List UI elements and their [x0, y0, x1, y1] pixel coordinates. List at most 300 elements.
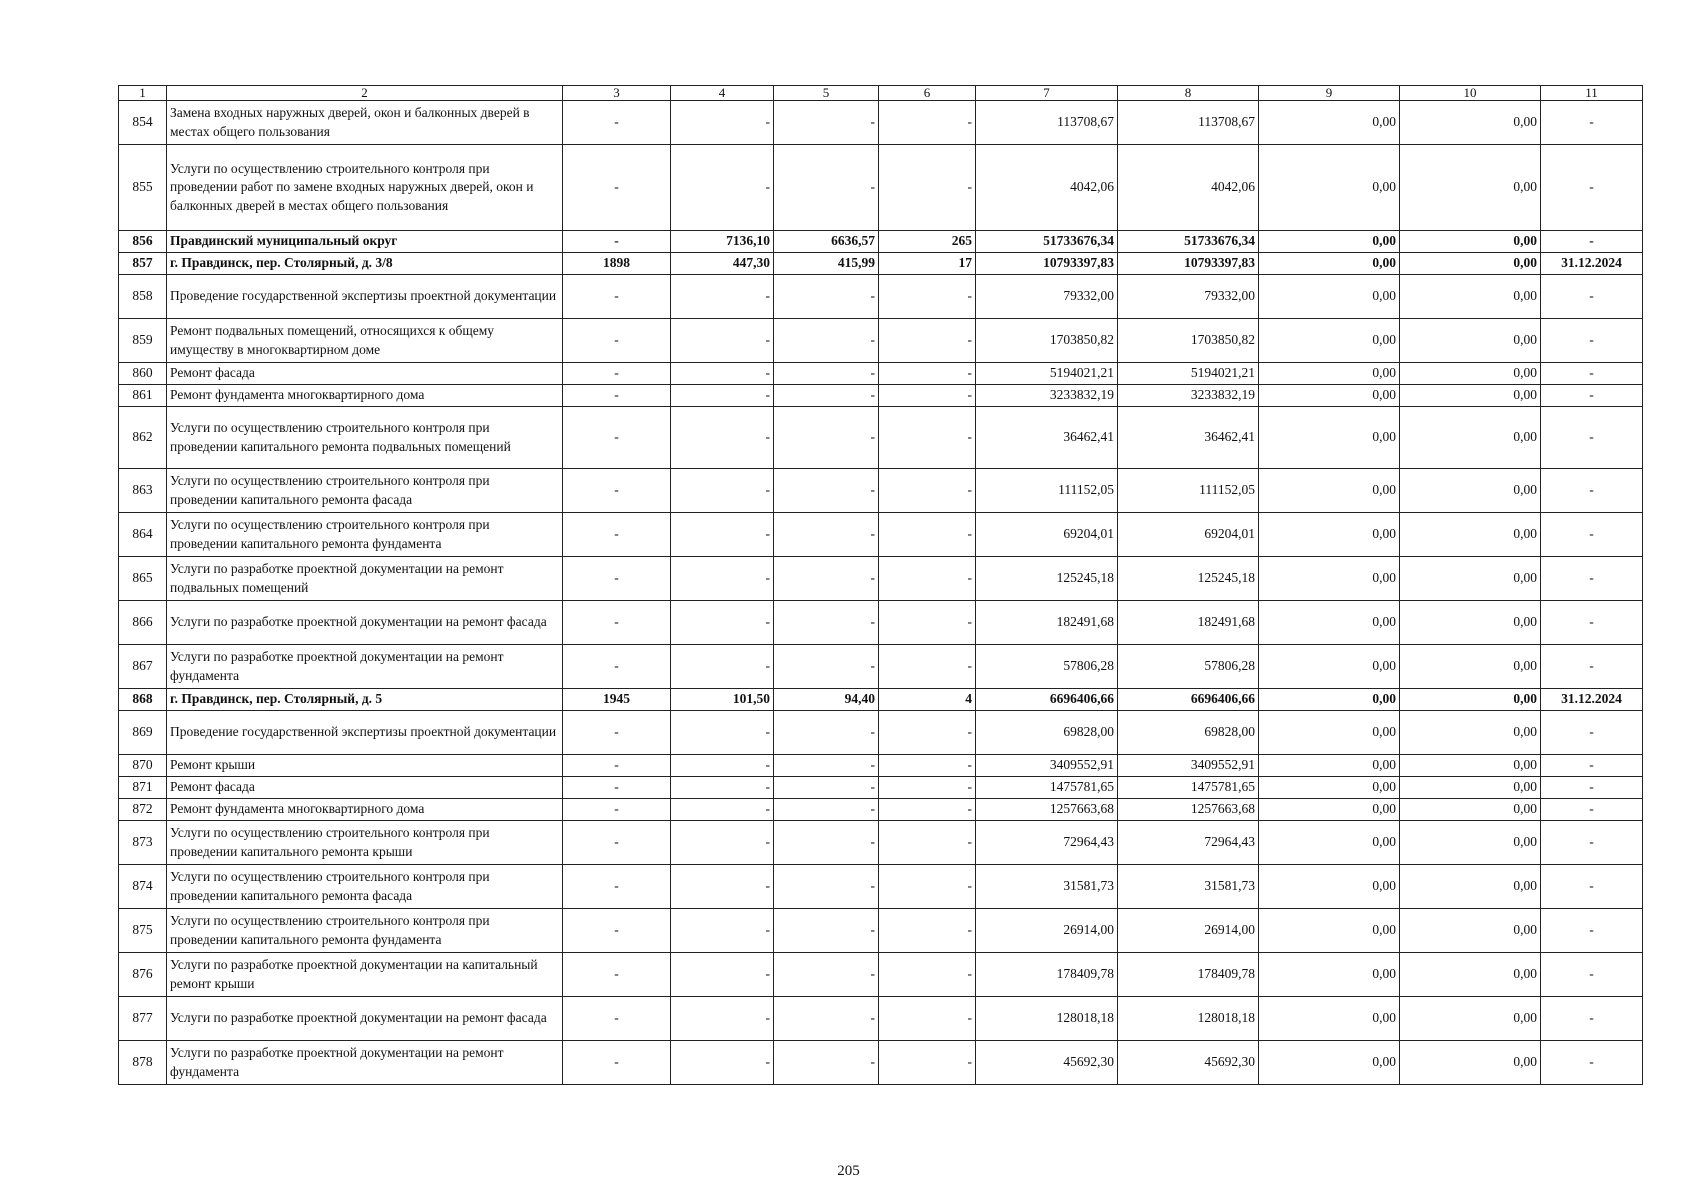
col9-amount-cell: 0,00 — [1259, 997, 1400, 1041]
col11-date-cell: - — [1541, 821, 1643, 865]
row-number-cell: 867 — [119, 645, 167, 689]
col11-date-cell: - — [1541, 101, 1643, 145]
item-name-cell: Услуги по разработке проектной документации на ремонт фасада — [167, 997, 563, 1041]
col5-cell: - — [774, 755, 879, 777]
col11-date-cell: - — [1541, 469, 1643, 513]
col8-amount-cell: 69828,00 — [1118, 711, 1259, 755]
col9-amount-cell: 0,00 — [1259, 101, 1400, 145]
col9-amount-cell: 0,00 — [1259, 145, 1400, 231]
col10-amount-cell: 0,00 — [1400, 231, 1541, 253]
table-row — [119, 821, 1643, 865]
col7-amount-cell: 45692,30 — [976, 1041, 1118, 1085]
row-number-cell: 856 — [119, 231, 167, 253]
col9-amount-cell: 0,00 — [1259, 865, 1400, 909]
col6-cell: - — [879, 953, 976, 997]
item-name-cell: Услуги по осуществлению строительного контроля при проведении капитального ремонта фасада — [167, 469, 563, 513]
col3-cell: - — [563, 953, 671, 997]
item-name-cell: г. Правдинск, пер. Столярный, д. 3/8 — [167, 253, 563, 275]
row-number-cell: 855 — [119, 145, 167, 231]
col9-amount-cell: 0,00 — [1259, 689, 1400, 711]
col7-amount-cell: 72964,43 — [976, 821, 1118, 865]
col5-cell: - — [774, 275, 879, 319]
row-number-cell: 866 — [119, 601, 167, 645]
col11-date-cell: - — [1541, 145, 1643, 231]
col8-amount-cell: 178409,78 — [1118, 953, 1259, 997]
col11-date-cell: - — [1541, 363, 1643, 385]
item-name-cell: Правдинский муниципальный округ — [167, 231, 563, 253]
col8-amount-cell: 1257663,68 — [1118, 799, 1259, 821]
col10-amount-cell: 0,00 — [1400, 275, 1541, 319]
column-number-header-row — [119, 86, 1643, 101]
column-number-header: 11 — [1541, 86, 1643, 101]
col7-amount-cell: 57806,28 — [976, 645, 1118, 689]
col8-amount-cell: 128018,18 — [1118, 997, 1259, 1041]
col10-amount-cell: 0,00 — [1400, 909, 1541, 953]
col9-amount-cell: 0,00 — [1259, 645, 1400, 689]
col7-amount-cell: 10793397,83 — [976, 253, 1118, 275]
col6-cell: - — [879, 799, 976, 821]
item-name-cell: Замена входных наружных дверей, окон и балконных дверей в местах общего пользования — [167, 101, 563, 145]
col6-cell: 4 — [879, 689, 976, 711]
col4-cell: - — [671, 865, 774, 909]
col4-cell: - — [671, 275, 774, 319]
col11-date-cell: - — [1541, 557, 1643, 601]
col9-amount-cell: 0,00 — [1259, 799, 1400, 821]
col5-cell: - — [774, 363, 879, 385]
row-number-cell: 878 — [119, 1041, 167, 1085]
col10-amount-cell: 0,00 — [1400, 319, 1541, 363]
table-row — [119, 469, 1643, 513]
row-number-cell: 865 — [119, 557, 167, 601]
col9-amount-cell: 0,00 — [1259, 513, 1400, 557]
col6-cell: - — [879, 319, 976, 363]
col9-amount-cell: 0,00 — [1259, 385, 1400, 407]
col7-amount-cell: 178409,78 — [976, 953, 1118, 997]
col8-amount-cell: 3409552,91 — [1118, 755, 1259, 777]
col7-amount-cell: 3233832,19 — [976, 385, 1118, 407]
col8-amount-cell: 1703850,82 — [1118, 319, 1259, 363]
col7-amount-cell: 36462,41 — [976, 407, 1118, 469]
col6-cell: - — [879, 821, 976, 865]
table-row — [119, 513, 1643, 557]
row-number-cell: 861 — [119, 385, 167, 407]
col10-amount-cell: 0,00 — [1400, 821, 1541, 865]
col7-amount-cell: 31581,73 — [976, 865, 1118, 909]
col10-amount-cell: 0,00 — [1400, 953, 1541, 997]
col9-amount-cell: 0,00 — [1259, 601, 1400, 645]
capital-repair-table — [118, 85, 1643, 1085]
table-row — [119, 799, 1643, 821]
col8-amount-cell: 31581,73 — [1118, 865, 1259, 909]
col6-cell: - — [879, 601, 976, 645]
col6-cell: - — [879, 777, 976, 799]
col5-cell: - — [774, 953, 879, 997]
col4-cell: 447,30 — [671, 253, 774, 275]
col10-amount-cell: 0,00 — [1400, 645, 1541, 689]
row-number-cell: 874 — [119, 865, 167, 909]
col5-cell: - — [774, 601, 879, 645]
col11-date-cell: - — [1541, 601, 1643, 645]
col5-cell: - — [774, 557, 879, 601]
col8-amount-cell: 5194021,21 — [1118, 363, 1259, 385]
col10-amount-cell: 0,00 — [1400, 469, 1541, 513]
table-row — [119, 101, 1643, 145]
col10-amount-cell: 0,00 — [1400, 385, 1541, 407]
col7-amount-cell: 111152,05 — [976, 469, 1118, 513]
col6-cell: 17 — [879, 253, 976, 275]
col10-amount-cell: 0,00 — [1400, 363, 1541, 385]
row-number-cell: 873 — [119, 821, 167, 865]
col4-cell: - — [671, 711, 774, 755]
col3-cell: - — [563, 777, 671, 799]
column-number-header: 8 — [1118, 86, 1259, 101]
table-row — [119, 407, 1643, 469]
col11-date-cell: - — [1541, 711, 1643, 755]
col5-cell: - — [774, 145, 879, 231]
col8-amount-cell: 36462,41 — [1118, 407, 1259, 469]
col8-amount-cell: 1475781,65 — [1118, 777, 1259, 799]
item-name-cell: Ремонт фундамента многоквартирного дома — [167, 385, 563, 407]
row-number-cell: 875 — [119, 909, 167, 953]
col4-cell: 101,50 — [671, 689, 774, 711]
row-number-cell: 872 — [119, 799, 167, 821]
col11-date-cell: - — [1541, 1041, 1643, 1085]
table-row — [119, 711, 1643, 755]
col9-amount-cell: 0,00 — [1259, 953, 1400, 997]
col3-cell: 1945 — [563, 689, 671, 711]
table-row — [119, 909, 1643, 953]
table-row — [119, 275, 1643, 319]
col7-amount-cell: 51733676,34 — [976, 231, 1118, 253]
col3-cell: - — [563, 909, 671, 953]
col11-date-cell: - — [1541, 909, 1643, 953]
col3-cell: - — [563, 469, 671, 513]
item-name-cell: Услуги по разработке проектной документации на капитальный ремонт крыши — [167, 953, 563, 997]
column-number-header: 1 — [119, 86, 167, 101]
col9-amount-cell: 0,00 — [1259, 231, 1400, 253]
col4-cell: - — [671, 101, 774, 145]
col8-amount-cell: 182491,68 — [1118, 601, 1259, 645]
col11-date-cell: - — [1541, 799, 1643, 821]
col7-amount-cell: 26914,00 — [976, 909, 1118, 953]
col4-cell: - — [671, 755, 774, 777]
item-name-cell: Услуги по осуществлению строительного контроля при проведении капитального ремонта подвальных помещений — [167, 407, 563, 469]
col4-cell: - — [671, 645, 774, 689]
column-number-header: 2 — [167, 86, 563, 101]
col3-cell: - — [563, 101, 671, 145]
item-name-cell: г. Правдинск, пер. Столярный, д. 5 — [167, 689, 563, 711]
col5-cell: - — [774, 513, 879, 557]
col6-cell: - — [879, 909, 976, 953]
col6-cell: - — [879, 145, 976, 231]
col5-cell: - — [774, 319, 879, 363]
col5-cell: - — [774, 799, 879, 821]
table-row — [119, 363, 1643, 385]
col11-date-cell: - — [1541, 755, 1643, 777]
col3-cell: - — [563, 799, 671, 821]
item-name-cell: Услуги по осуществлению строительного контроля при проведении капитального ремонта фасада — [167, 865, 563, 909]
col10-amount-cell: 0,00 — [1400, 755, 1541, 777]
col4-cell: - — [671, 319, 774, 363]
col7-amount-cell: 4042,06 — [976, 145, 1118, 231]
column-number-header: 6 — [879, 86, 976, 101]
col6-cell: - — [879, 997, 976, 1041]
col6-cell: - — [879, 363, 976, 385]
col11-date-cell: - — [1541, 275, 1643, 319]
col9-amount-cell: 0,00 — [1259, 275, 1400, 319]
item-name-cell: Проведение государственной экспертизы проектной документации — [167, 275, 563, 319]
col5-cell: 6636,57 — [774, 231, 879, 253]
item-name-cell: Услуги по осуществлению строительного контроля при проведении капитального ремонта фундамента — [167, 513, 563, 557]
table-row — [119, 997, 1643, 1041]
col5-cell: - — [774, 821, 879, 865]
row-number-cell: 860 — [119, 363, 167, 385]
col11-date-cell: - — [1541, 319, 1643, 363]
col10-amount-cell: 0,00 — [1400, 513, 1541, 557]
col5-cell: - — [774, 997, 879, 1041]
col3-cell: - — [563, 601, 671, 645]
col4-cell: - — [671, 469, 774, 513]
col7-amount-cell: 113708,67 — [976, 101, 1118, 145]
row-number-cell: 854 — [119, 101, 167, 145]
col7-amount-cell: 1475781,65 — [976, 777, 1118, 799]
col6-cell: - — [879, 711, 976, 755]
col7-amount-cell: 1703850,82 — [976, 319, 1118, 363]
col5-cell: - — [774, 711, 879, 755]
col3-cell: - — [563, 513, 671, 557]
table-row — [119, 777, 1643, 799]
col4-cell: 7136,10 — [671, 231, 774, 253]
col9-amount-cell: 0,00 — [1259, 821, 1400, 865]
col10-amount-cell: 0,00 — [1400, 407, 1541, 469]
col4-cell: - — [671, 799, 774, 821]
col7-amount-cell: 69204,01 — [976, 513, 1118, 557]
row-number-cell: 870 — [119, 755, 167, 777]
col8-amount-cell: 69204,01 — [1118, 513, 1259, 557]
col9-amount-cell: 0,00 — [1259, 253, 1400, 275]
col8-amount-cell: 125245,18 — [1118, 557, 1259, 601]
col7-amount-cell: 5194021,21 — [976, 363, 1118, 385]
col3-cell: - — [563, 865, 671, 909]
col11-date-cell: - — [1541, 997, 1643, 1041]
col11-date-cell: - — [1541, 865, 1643, 909]
col6-cell: - — [879, 385, 976, 407]
row-number-cell: 857 — [119, 253, 167, 275]
col3-cell: - — [563, 1041, 671, 1085]
col11-date-cell: - — [1541, 231, 1643, 253]
col3-cell: - — [563, 319, 671, 363]
col6-cell: - — [879, 407, 976, 469]
table-row — [119, 557, 1643, 601]
col8-amount-cell: 79332,00 — [1118, 275, 1259, 319]
col9-amount-cell: 0,00 — [1259, 407, 1400, 469]
col7-amount-cell: 125245,18 — [976, 557, 1118, 601]
col8-amount-cell: 10793397,83 — [1118, 253, 1259, 275]
item-name-cell: Проведение государственной экспертизы проектной документации — [167, 711, 563, 755]
table-row — [119, 755, 1643, 777]
col7-amount-cell: 79332,00 — [976, 275, 1118, 319]
col11-date-cell: - — [1541, 777, 1643, 799]
col4-cell: - — [671, 385, 774, 407]
col11-date-cell: 31.12.2024 — [1541, 253, 1643, 275]
item-name-cell: Услуги по разработке проектной документации на ремонт фасада — [167, 601, 563, 645]
col3-cell: - — [563, 407, 671, 469]
col8-amount-cell: 3233832,19 — [1118, 385, 1259, 407]
item-name-cell: Ремонт крыши — [167, 755, 563, 777]
column-number-header: 3 — [563, 86, 671, 101]
table-row — [119, 645, 1643, 689]
col5-cell: - — [774, 1041, 879, 1085]
col9-amount-cell: 0,00 — [1259, 909, 1400, 953]
col9-amount-cell: 0,00 — [1259, 319, 1400, 363]
item-name-cell: Услуги по осуществлению строительного контроля при проведении работ по замене входных наружных дверей, окон и балконных дверей в местах общего пользования — [167, 145, 563, 231]
col6-cell: 265 — [879, 231, 976, 253]
col7-amount-cell: 1257663,68 — [976, 799, 1118, 821]
col3-cell: - — [563, 231, 671, 253]
col3-cell: - — [563, 997, 671, 1041]
row-number-cell: 876 — [119, 953, 167, 997]
col5-cell: - — [774, 385, 879, 407]
col10-amount-cell: 0,00 — [1400, 799, 1541, 821]
table-row — [119, 865, 1643, 909]
column-number-header: 10 — [1400, 86, 1541, 101]
col3-cell: - — [563, 645, 671, 689]
col11-date-cell: - — [1541, 513, 1643, 557]
col11-date-cell: 31.12.2024 — [1541, 689, 1643, 711]
item-name-cell: Услуги по разработке проектной документации на ремонт фундамента — [167, 1041, 563, 1085]
page-number: 205 — [837, 1163, 860, 1179]
col10-amount-cell: 0,00 — [1400, 865, 1541, 909]
col8-amount-cell: 72964,43 — [1118, 821, 1259, 865]
col4-cell: - — [671, 513, 774, 557]
row-number-cell: 863 — [119, 469, 167, 513]
column-number-header: 9 — [1259, 86, 1400, 101]
col4-cell: - — [671, 557, 774, 601]
col10-amount-cell: 0,00 — [1400, 253, 1541, 275]
col3-cell: 1898 — [563, 253, 671, 275]
table-row — [119, 145, 1643, 231]
col4-cell: - — [671, 909, 774, 953]
col8-amount-cell: 113708,67 — [1118, 101, 1259, 145]
col4-cell: - — [671, 997, 774, 1041]
col3-cell: - — [563, 385, 671, 407]
col9-amount-cell: 0,00 — [1259, 557, 1400, 601]
table-row — [119, 601, 1643, 645]
col7-amount-cell: 182491,68 — [976, 601, 1118, 645]
column-number-header: 4 — [671, 86, 774, 101]
col9-amount-cell: 0,00 — [1259, 777, 1400, 799]
table-row — [119, 253, 1643, 275]
col8-amount-cell: 6696406,66 — [1118, 689, 1259, 711]
item-name-cell: Услуги по разработке проектной документации на ремонт подвальных помещений — [167, 557, 563, 601]
col3-cell: - — [563, 755, 671, 777]
col9-amount-cell: 0,00 — [1259, 363, 1400, 385]
item-name-cell: Ремонт фасада — [167, 777, 563, 799]
col9-amount-cell: 0,00 — [1259, 1041, 1400, 1085]
table-row — [119, 953, 1643, 997]
col6-cell: - — [879, 275, 976, 319]
col4-cell: - — [671, 1041, 774, 1085]
col5-cell: 415,99 — [774, 253, 879, 275]
table-row — [119, 385, 1643, 407]
col3-cell: - — [563, 711, 671, 755]
col7-amount-cell: 128018,18 — [976, 997, 1118, 1041]
item-name-cell: Ремонт фундамента многоквартирного дома — [167, 799, 563, 821]
col4-cell: - — [671, 363, 774, 385]
col10-amount-cell: 0,00 — [1400, 145, 1541, 231]
column-number-header: 5 — [774, 86, 879, 101]
col4-cell: - — [671, 407, 774, 469]
col5-cell: - — [774, 909, 879, 953]
row-number-cell: 877 — [119, 997, 167, 1041]
col6-cell: - — [879, 557, 976, 601]
col10-amount-cell: 0,00 — [1400, 689, 1541, 711]
col10-amount-cell: 0,00 — [1400, 557, 1541, 601]
item-name-cell: Услуги по осуществлению строительного контроля при проведении капитального ремонта крыши — [167, 821, 563, 865]
col5-cell: - — [774, 777, 879, 799]
item-name-cell: Ремонт подвальных помещений, относящихся к общему имуществу в многоквартирном доме — [167, 319, 563, 363]
col9-amount-cell: 0,00 — [1259, 711, 1400, 755]
col4-cell: - — [671, 145, 774, 231]
col10-amount-cell: 0,00 — [1400, 601, 1541, 645]
col5-cell: - — [774, 865, 879, 909]
col8-amount-cell: 57806,28 — [1118, 645, 1259, 689]
col6-cell: - — [879, 513, 976, 557]
col9-amount-cell: 0,00 — [1259, 469, 1400, 513]
row-number-cell: 862 — [119, 407, 167, 469]
col5-cell: - — [774, 101, 879, 145]
col7-amount-cell: 3409552,91 — [976, 755, 1118, 777]
table-row — [119, 231, 1643, 253]
table-row — [119, 689, 1643, 711]
row-number-cell: 859 — [119, 319, 167, 363]
col8-amount-cell: 51733676,34 — [1118, 231, 1259, 253]
col11-date-cell: - — [1541, 407, 1643, 469]
col10-amount-cell: 0,00 — [1400, 777, 1541, 799]
table-row — [119, 319, 1643, 363]
col10-amount-cell: 0,00 — [1400, 101, 1541, 145]
column-number-header: 7 — [976, 86, 1118, 101]
col8-amount-cell: 26914,00 — [1118, 909, 1259, 953]
col4-cell: - — [671, 601, 774, 645]
col6-cell: - — [879, 101, 976, 145]
item-name-cell: Ремонт фасада — [167, 363, 563, 385]
col11-date-cell: - — [1541, 385, 1643, 407]
col4-cell: - — [671, 777, 774, 799]
col6-cell: - — [879, 1041, 976, 1085]
col8-amount-cell: 4042,06 — [1118, 145, 1259, 231]
col11-date-cell: - — [1541, 953, 1643, 997]
col8-amount-cell: 111152,05 — [1118, 469, 1259, 513]
col3-cell: - — [563, 557, 671, 601]
item-name-cell: Услуги по осуществлению строительного контроля при проведении капитального ремонта фундамента — [167, 909, 563, 953]
col8-amount-cell: 45692,30 — [1118, 1041, 1259, 1085]
col5-cell: - — [774, 469, 879, 513]
col3-cell: - — [563, 145, 671, 231]
col10-amount-cell: 0,00 — [1400, 711, 1541, 755]
col7-amount-cell: 69828,00 — [976, 711, 1118, 755]
table-row — [119, 1041, 1643, 1085]
col6-cell: - — [879, 755, 976, 777]
col6-cell: - — [879, 469, 976, 513]
col6-cell: - — [879, 865, 976, 909]
col5-cell: - — [774, 407, 879, 469]
col4-cell: - — [671, 821, 774, 865]
col4-cell: - — [671, 953, 774, 997]
col10-amount-cell: 0,00 — [1400, 997, 1541, 1041]
row-number-cell: 858 — [119, 275, 167, 319]
col6-cell: - — [879, 645, 976, 689]
